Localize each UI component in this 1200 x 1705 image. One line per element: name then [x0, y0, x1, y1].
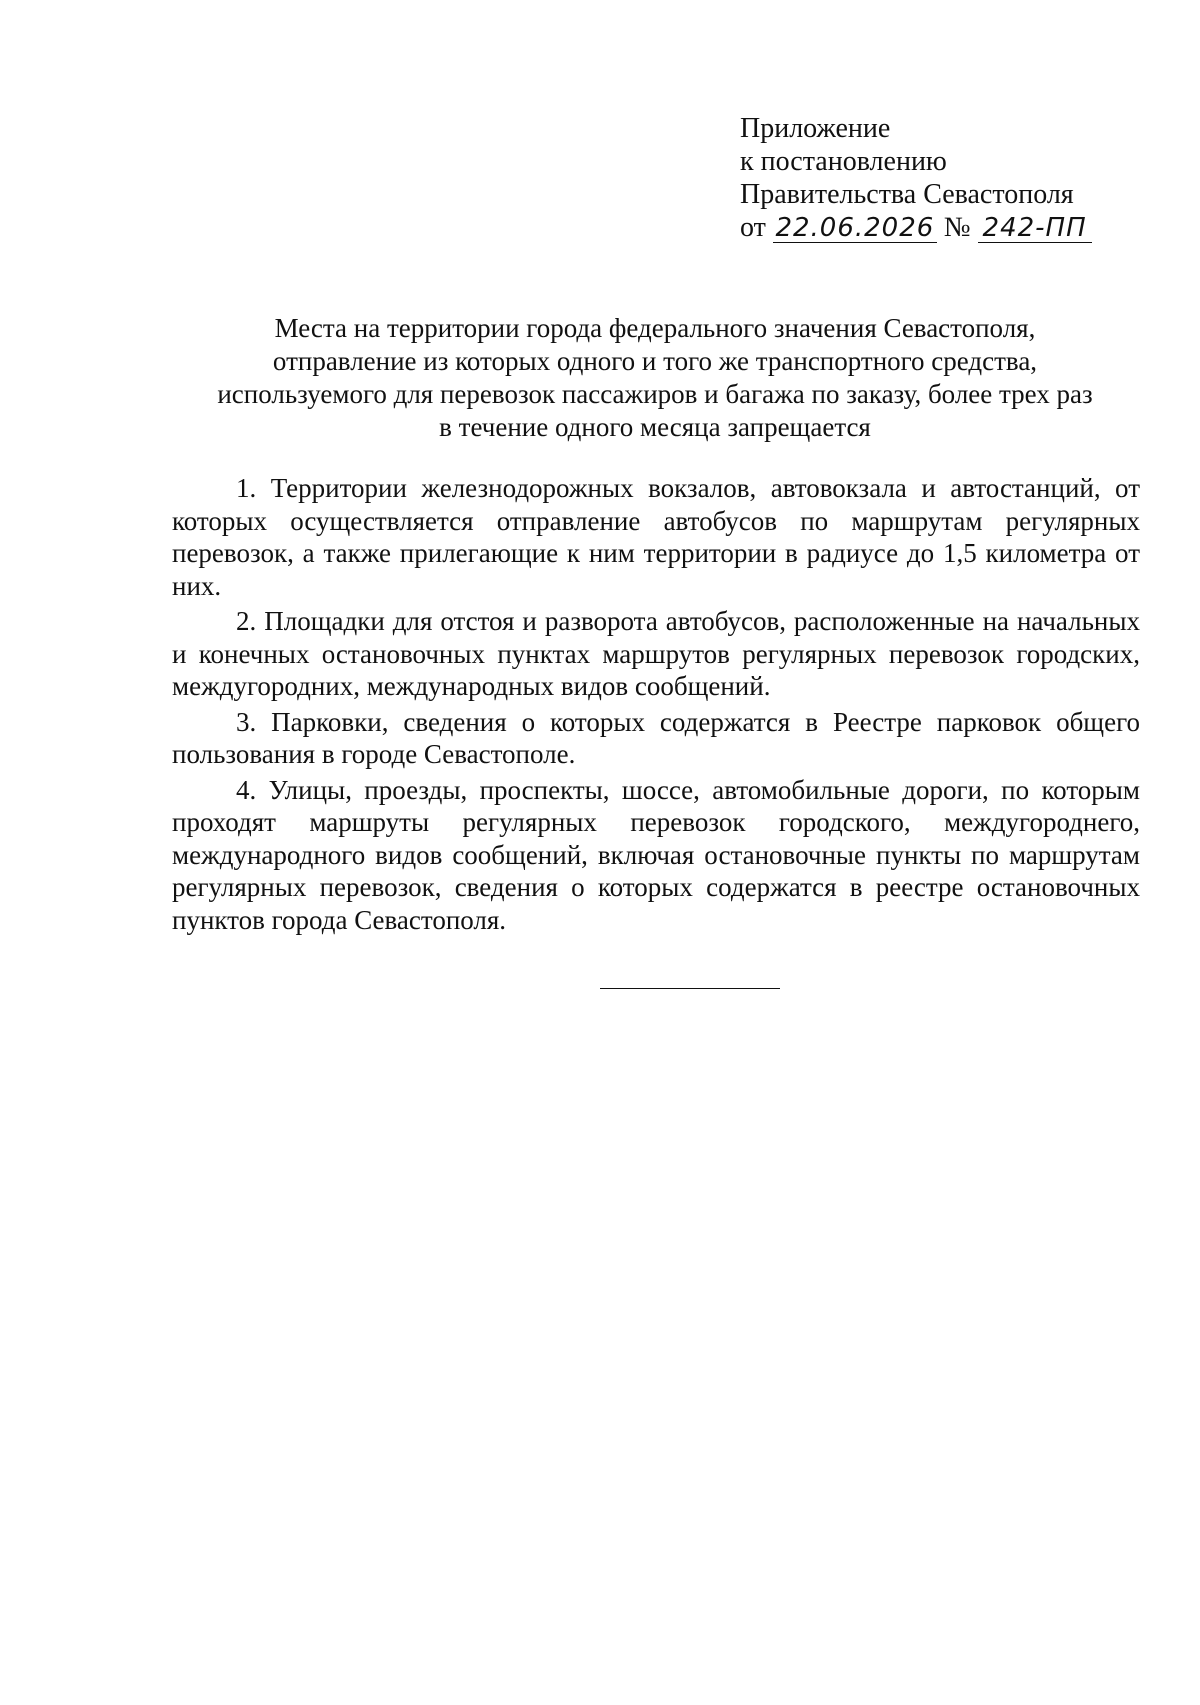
appendix-date-line [740, 211, 1140, 244]
title-line-1: Места на территории города федерального значения Севастополя, [274, 313, 1036, 343]
handwritten-number: 242-ПП [978, 214, 1092, 243]
appendix-header [740, 112, 1140, 244]
list-item-2: 2. Площадки для отстоя и разворота автобусов, расположенные на начальных и конечных остановочных пунктах маршрутов регулярных перевозок городских, междугородних, международных видов сообщений. [172, 606, 1140, 701]
list-item-3: 3. Парковки, сведения о которых содержатся в Реестре парковок общего пользования в городе Севастополе. [172, 706, 1140, 769]
title-line-4: в течение одного месяца запрещается [439, 412, 871, 442]
appendix-line-2: к постановлению [740, 146, 947, 177]
date-prefix: от [740, 212, 766, 243]
list-item-4: 4. Улицы, проезды, проспекты, шоссе, автомобильные дороги, по которым проходят маршруты регулярных перевозок городского, междугороднего, международного видов сообщений, включая остановочные пункты по маршрутам регулярных перевозок, сведения о которых содержатся в реестре остановочных пунктов города Севастополя. [172, 774, 1140, 935]
handwritten-date: 22.06.2026 [773, 214, 937, 243]
document-body [172, 472, 1140, 939]
appendix-line-1: Приложение [740, 113, 891, 144]
list-item-1: 1. Территории железнодорожных вокзалов, автовокзала и автостанций, от которых осуществляется отправление автобусов по маршрутам регулярных перевозок, а также прилегающие к ним территории в радиусе до 1,5 километра от них. [172, 473, 1140, 601]
document-title [170, 312, 1140, 444]
title-line-2: отправление из которых одного и того же транспортного средства, [272, 346, 1038, 376]
number-sign: № [943, 212, 971, 243]
appendix-line-3: Правительства Севастополя [740, 179, 1074, 210]
title-line-3: используемого для перевозок пассажиров и багажа по заказу, более трех раз [217, 379, 1093, 409]
closing-separator-line [600, 988, 780, 989]
